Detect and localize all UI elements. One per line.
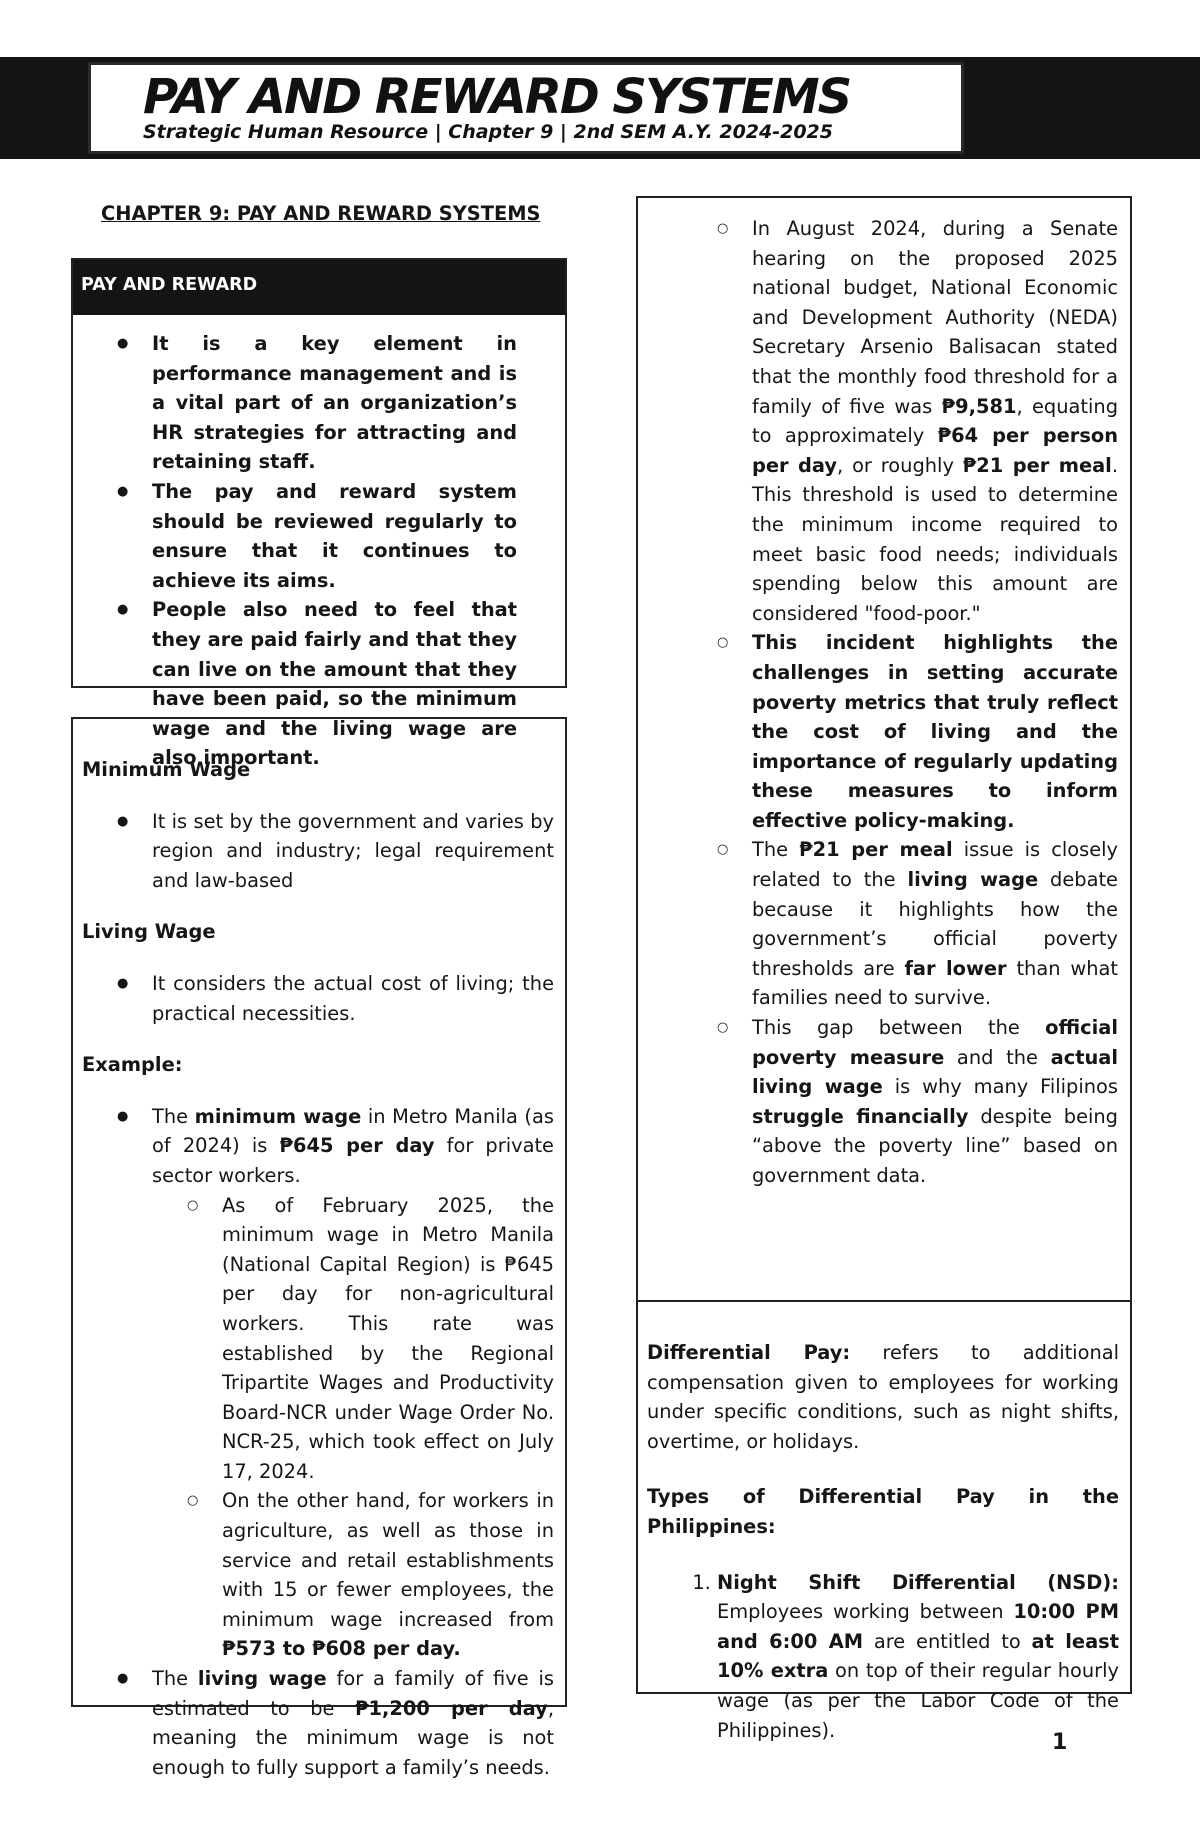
minimum-wage-heading: Minimum Wage bbox=[82, 758, 251, 781]
example-sublist bbox=[187, 1191, 554, 1665]
living-wage-continued-box bbox=[636, 196, 1132, 1742]
list-item: ○ On the other hand, for workers in agriculture, as well as those in service and retail establishments with 15 or fewer employees, the minimum wage increased from ₱573 to ₱608 per day. bbox=[187, 1486, 554, 1664]
differential-pay-definition: Differential Pay: refers to additional compensation given to employees for working under specific conditions, such as night shifts, overtime, or holidays. bbox=[647, 1341, 1119, 1453]
differential-pay-types-list bbox=[717, 1568, 1119, 1746]
chapter-heading: CHAPTER 9: PAY AND REWARD SYSTEMS bbox=[101, 202, 541, 225]
section-divider bbox=[638, 1300, 1130, 1302]
living-wage-list bbox=[117, 969, 554, 1028]
list-item: ○ This gap between the official poverty measure and the actual living wage is why many Filipinos struggle financially despite being “above the poverty line” based on government data. bbox=[717, 1013, 1118, 1191]
living-wage-heading: Living Wage bbox=[82, 920, 216, 944]
pay-reward-list bbox=[117, 329, 517, 773]
list-item: ● The pay and reward system should be reviewed regularly to ensure that it continues to achieve its aims. bbox=[117, 477, 517, 595]
differential-pay-types-heading: Types of Differential Pay in the Philippines: bbox=[647, 1485, 1119, 1538]
pay-reward-heading: PAY AND REWARD bbox=[81, 275, 258, 295]
list-item: 1. Night Shift Differential (NSD): Employees working between 10:00 PM and 6:00 AM are entitled to at least 10% extra on top of their regular hourly wage (as per the Labor Code of the Philippines). bbox=[717, 1568, 1119, 1746]
list-item: ○ As of February 2025, the minimum wage in Metro Manila (National Capital Region) is ₱645 per day for non-agricultural workers. This rate was established by the Regional Tripartite Wages and Productivity Board-NCR under Wage Order No. NCR-25, which took effect on July 17, 2024. bbox=[187, 1191, 554, 1487]
example-heading: Example: bbox=[82, 1053, 183, 1077]
document-title: PAY AND REWARD SYSTEMS bbox=[143, 69, 851, 125]
poverty-threshold-list bbox=[717, 214, 1118, 1191]
pay-reward-header bbox=[73, 260, 565, 315]
list-item: ● It is a key element in performance management and is a vital part of an organization’s HR strategies for attracting and retaining staff. bbox=[117, 329, 517, 477]
list-item: ● It considers the actual cost of living; the practical necessities. bbox=[117, 969, 554, 1028]
list-item: ○ In August 2024, during a Senate hearing on the proposed 2025 national budget, National Economic and Development Authority (NEDA) Secretary Arsenio Balisacan stated that the monthly food threshold for a family of five was ₱9,581, equating to approximately ₱64 per person per day, or roughly ₱21 per meal. This threshold is used to determine the minimum income required to meet basic food needs; individuals spending below this amount are considered "food-poor." bbox=[717, 214, 1118, 628]
wages-box bbox=[71, 717, 567, 1779]
differential-pay-section bbox=[647, 1338, 1119, 1745]
list-item: ○ The ₱21 per meal issue is closely related to the living wage debate because it highlights how the government’s official poverty thresholds are far lower than what families need to survive. bbox=[717, 835, 1118, 1013]
minimum-wage-list bbox=[117, 807, 554, 896]
example-list bbox=[117, 1102, 554, 1783]
list-item: ○ This incident highlights the challenges in setting accurate poverty metrics that truly reflect the cost of living and the importance of regularly updating these measures to inform effective policy-making. bbox=[717, 628, 1118, 835]
header-title-box bbox=[88, 62, 964, 154]
list-item: ● People also need to feel that they are paid fairly and that they can live on the amount that they have been paid, so the minimum wage and the living wage are also important. bbox=[117, 595, 517, 773]
pay-reward-box bbox=[71, 258, 567, 770]
list-item: ● It is set by the government and varies by region and industry; legal requirement and law-based bbox=[117, 807, 554, 896]
list-item: ● The living wage for a family of five is estimated to be ₱1,200 per day, meaning the minimum wage is not enough to fully support a family’s needs. bbox=[117, 1664, 554, 1782]
list-item: ● The minimum wage in Metro Manila (as of 2024) is ₱645 per day for private sector workers. ○ As of February 2025, the minimum wage in Metro Manila (National Capital Region) is ₱645 per day for non-agricultural workers. This rate was established by the Regional Tripartite Wages and Productivity Board-NCR under Wage Order No. NCR-25, which took effect on July 17, 2024. ○ On the other hand, for workers in agriculture, as well as those in service and retail establishments with 15 or fewer employees, the minimum wage increased from ₱573 to ₱608 per day. bbox=[117, 1102, 554, 1664]
page-number: 1 bbox=[1052, 1730, 1068, 1755]
document-subtitle: Strategic Human Resource | Chapter 9 | 2nd SEM A.Y. 2024-2025 bbox=[143, 121, 834, 143]
